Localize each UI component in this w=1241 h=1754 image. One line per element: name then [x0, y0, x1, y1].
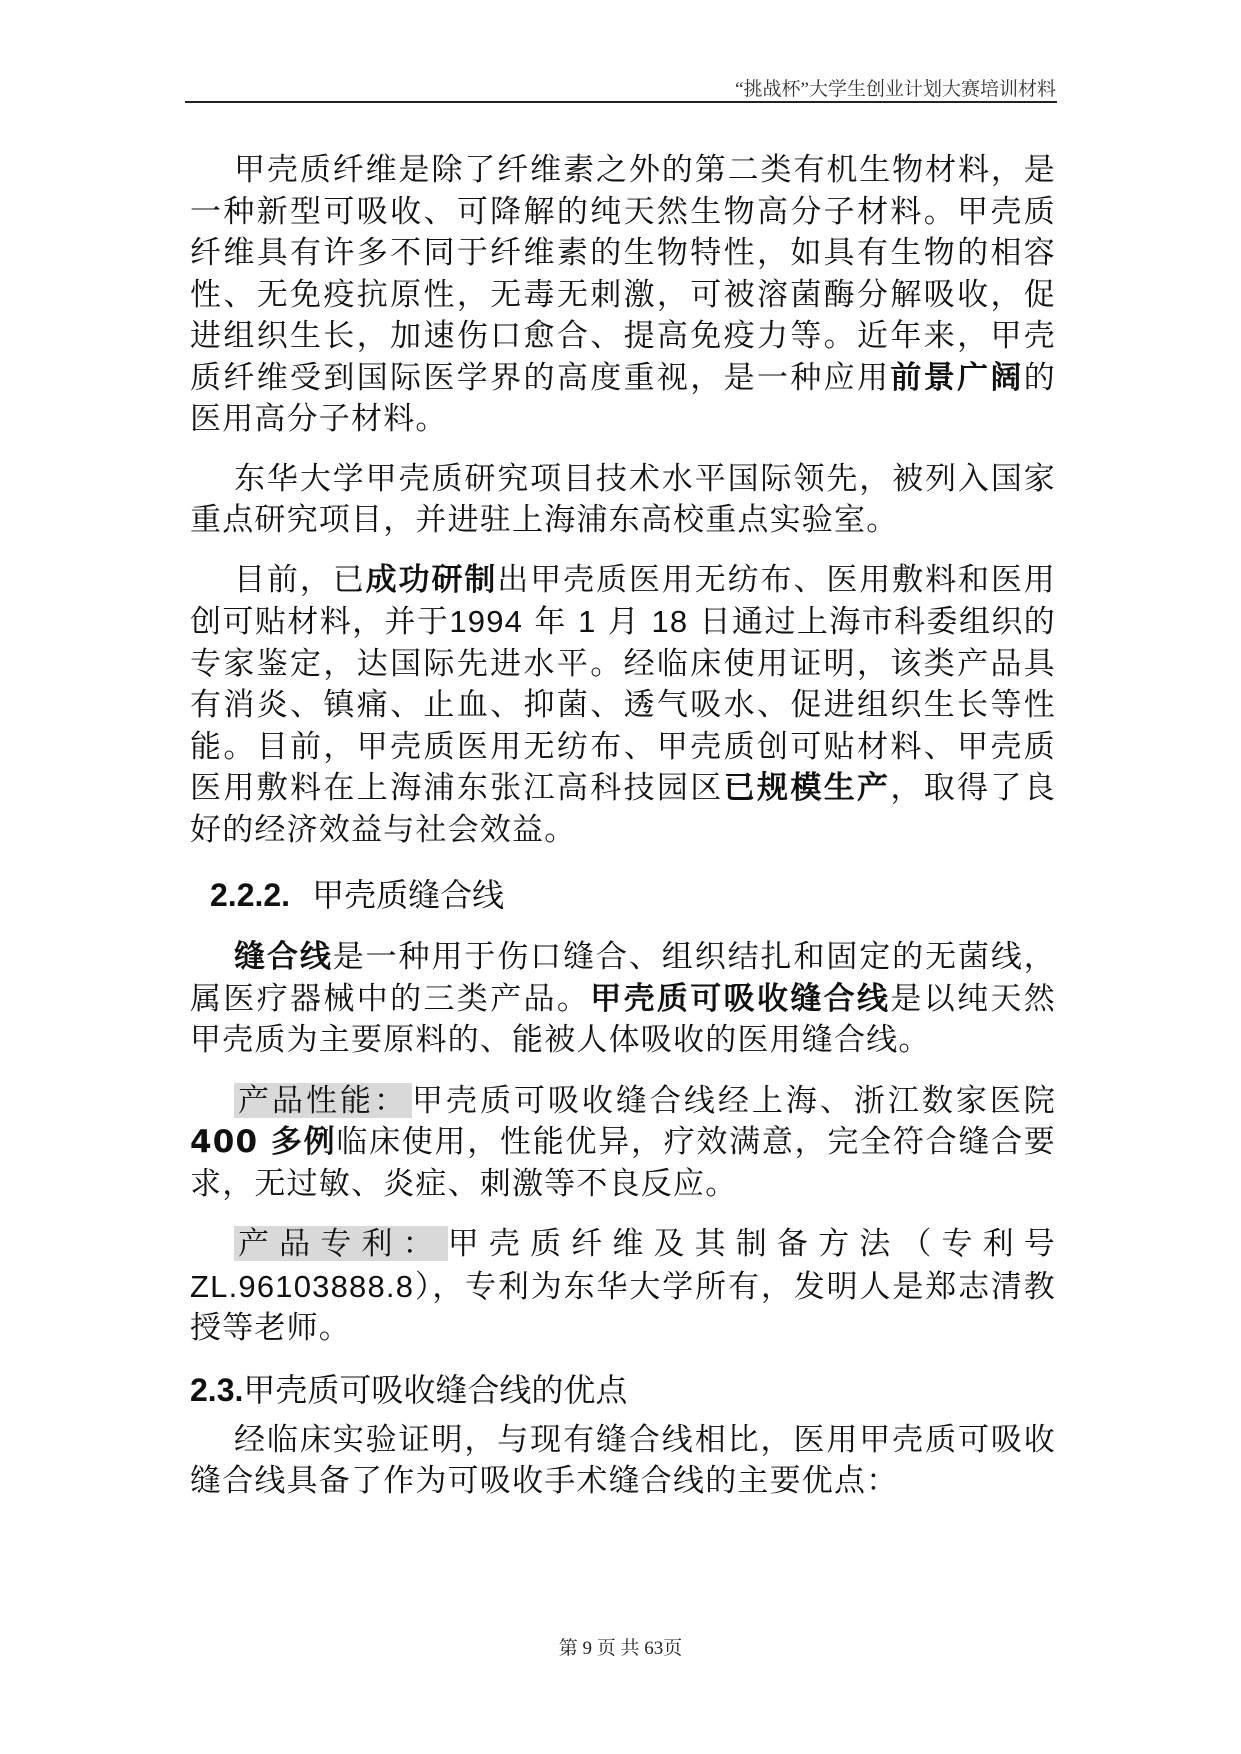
- paragraph-product-performance: 产品性能： 甲壳质可吸收缝合线经上海、浙江数家医院400 多例临床使用，性能优异，疗效满意，完全符合缝合要求，无过敏、炎症、刺激等不良反应。: [190, 1082, 1057, 1202]
- paragraph-chitin-fiber-intro: 甲壳质纤维是除了纤维素之外的第二类有机生物材料，是一种新型可吸收、可降解的纯天然生物高分子材料。甲壳质纤维具有许多不同于纤维素的生物特性，如具有生物的相容性、无免疫抗原性，无毒无刺激，可被溶菌酶分解吸收，促进组织生长，加速伤口愈合、提高免疫力等。近年来，甲壳质纤维受到国际医学界的高度重视，是一种应用前景广阔的医用高分子材料。: [190, 152, 1056, 437]
- section-heading-2-3: [190, 1368, 1056, 1412]
- patent-number: ZL.96103888.8: [190, 1268, 415, 1304]
- heading-title: 甲壳质缝合线: [312, 876, 505, 914]
- header-divider: [185, 101, 1057, 103]
- emphasis-text: 400 多例: [190, 1124, 337, 1160]
- emphasis-text: 前景广阔: [890, 359, 1024, 396]
- heading-title: 甲壳质可吸收缝合线的优点: [243, 1370, 628, 1409]
- section-heading-2-2-2: [210, 873, 1056, 917]
- total-pages: 63: [644, 1638, 664, 1659]
- page-body: [190, 150, 1056, 1521]
- emphasis-text: 已规模生产: [723, 770, 891, 806]
- paragraph-advantages-intro: 经临床实验证明，与现有缝合线相比，医用甲壳质可吸收缝合线具备了作为可吸收手术缝合线的主要优点：: [190, 1421, 1056, 1499]
- paragraph-product-patent: 产品专利： 甲壳质纤维及其制备方法（专利号ZL.96103888.8），专利为东华大学所有，发明人是郑志清教授等老师。: [190, 1226, 1057, 1346]
- heading-number: 2.2.2.: [210, 877, 291, 913]
- paragraph-suture-definition: 缝合线是一种用于伤口缝合、组织结扎和固定的无菌线，属医疗器械中的三类产品。甲壳质可吸收缝合线是以纯天然甲壳质为主要原料的、能被人体吸收的医用缝合线。: [190, 939, 1056, 1058]
- page-footer: 第 9 页 共 63页: [558, 1638, 683, 1659]
- paragraph-donghua-research: 东华大学甲壳质研究项目技术水平国际领先，被列入国家重点研究项目，并进驻上海浦东高校重点实验室。: [190, 460, 1056, 538]
- emphasis-text: 缝合线: [234, 939, 333, 975]
- paragraph-development-status: 目前，已成功研制出甲壳质医用无纺布、医用敷料和医用创可贴材料，并于1994 年 1 月 18 日通过上海市科委组织的专家鉴定，达国际先进水平。经临床使用证明，该类产品具有消炎、镇痛、止血、抑菌、透气吸水、促进组织生长等性能。目前，甲壳质医用无纺布、甲壳质创可贴材料、甲壳质医用敷料在上海浦东张江高科技园区已规模生产，取得了良好的经济效益与社会效益。: [190, 561, 1057, 848]
- heading-number: 2.3.: [190, 1371, 244, 1408]
- emphasis-text: 甲壳质可吸收缝合线: [590, 980, 891, 1017]
- product-patent-label: 产品专利：: [234, 1226, 448, 1261]
- page-number: 9: [582, 1638, 592, 1659]
- product-performance-label: 产品性能：: [234, 1083, 412, 1118]
- emphasis-text: 成功研制: [365, 561, 498, 598]
- running-header: “挑战杯”大学生创业计划大赛培训材料: [735, 79, 1056, 100]
